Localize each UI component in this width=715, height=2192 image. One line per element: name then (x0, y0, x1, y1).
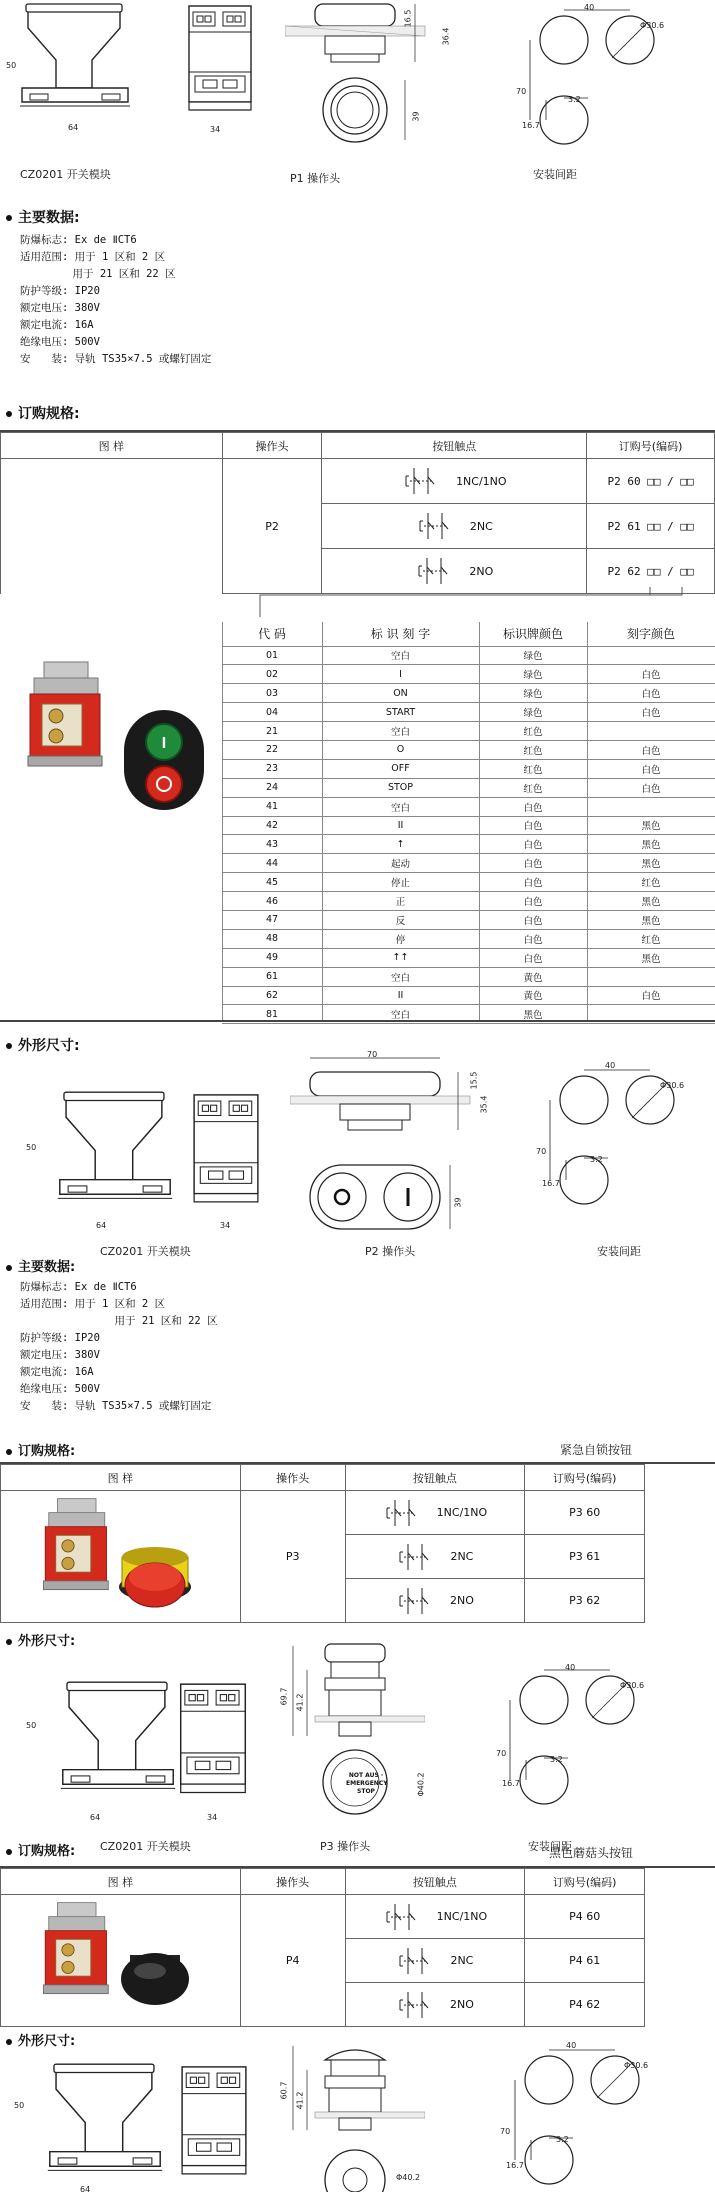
col-order-no: 订购号(编码) (587, 433, 715, 459)
contact-cell (345, 1491, 525, 1535)
dim-70-s3: 70 (496, 1749, 507, 1758)
module-caption-2: CZ0201 开关模块 (100, 1245, 191, 1258)
plate-color-cell: 红色 (479, 740, 587, 759)
plate-color-cell: 白色 (479, 854, 587, 873)
order-no-cell: P2 62 □□ / □□ (587, 549, 715, 594)
code-cell: 41 (222, 797, 322, 816)
dim-40-4: 40 (566, 2041, 577, 2050)
plate-color-cell: 白色 (479, 873, 587, 892)
order-table-p3 (0, 1464, 645, 1623)
contact-label: 2NC (450, 1550, 474, 1563)
contact-cell (345, 1939, 525, 1983)
dim-70-s2: 70 (536, 1147, 547, 1156)
dims-heading-3: 外形尺寸: (6, 1630, 75, 1649)
code-cell: 03 (222, 684, 322, 703)
marking-cell: 空白 (322, 646, 479, 665)
plate-color-cell: 白色 (479, 816, 587, 835)
svg-text:I: I (161, 735, 167, 752)
marking-cell: 空白 (322, 722, 479, 741)
dim-70-2: 70 (367, 1050, 378, 1059)
spec-line: 额定电流: 16A (20, 1366, 94, 1378)
text-color-cell: 白色 (587, 759, 715, 778)
dim-70-1: 70 (516, 87, 527, 96)
stop-text: NOT AUS · EMERGENCY STOP (346, 1772, 388, 1795)
module-caption-3: CZ0201 开关模块 (100, 1840, 191, 1853)
spec-line: 绝缘电压: 500V (20, 1383, 100, 1395)
dim-36-4-1: 36.4 (441, 27, 451, 46)
code-row (222, 986, 715, 1005)
code-cell: 24 (222, 778, 322, 797)
contact-label: 2NC (469, 519, 493, 533)
text-color-cell: 黑色 (587, 854, 715, 873)
col-figure: 图 样 (1, 1465, 241, 1491)
module-front-drawing-2 (50, 1088, 180, 1216)
module-side-drawing-2 (190, 1090, 262, 1218)
col-head: 操作头 (222, 433, 322, 459)
dim-50-2: 50 (26, 1143, 37, 1152)
dim-16-7-4: 16.7 (506, 2161, 524, 2170)
module-side-drawing-4 (178, 2062, 250, 2190)
code-table (222, 622, 715, 1024)
marking-cell: II (322, 816, 479, 835)
dim-40-3: 40 (565, 1663, 576, 1672)
dim-41-2-3: 41.2 (295, 1693, 305, 1712)
plate-color-cell: 黄色 (479, 986, 587, 1005)
text-color-cell: 白色 (587, 740, 715, 759)
marking-cell: 正 (322, 892, 479, 911)
spec-line: 用于 21 区和 22 区 (20, 1315, 218, 1327)
marking-cell: I (322, 665, 479, 684)
spec-line: 防爆标志: Ex de ⅡCT6 (20, 1281, 137, 1293)
code-cell: 43 (222, 835, 322, 854)
code-row (222, 967, 715, 986)
figure-cell-p4 (1, 1895, 241, 2027)
head-caption-3: P3 操作头 (320, 1840, 371, 1853)
order-heading-3: 订购规格: (6, 1840, 75, 1859)
order-no-cell: P2 61 □□ / □□ (587, 504, 715, 549)
marking-cell: STOP (322, 778, 479, 797)
code-row (222, 665, 715, 684)
code-cell: 01 (222, 646, 322, 665)
dim-phi-2: Φ30.6 (660, 1081, 685, 1090)
col-figure: 图 样 (1, 1869, 241, 1895)
marking-cell: 空白 (322, 797, 479, 816)
code-cell: 04 (222, 703, 322, 722)
code-cell: 49 (222, 948, 322, 967)
code-cell: 44 (222, 854, 322, 873)
code-row (222, 948, 715, 967)
dim-16-7-1: 16.7 (522, 121, 540, 130)
code-row (222, 684, 715, 703)
code-row (222, 740, 715, 759)
head-caption-2: P2 操作头 (365, 1245, 416, 1258)
code-cell: 62 (222, 986, 322, 1005)
contact-label: 1NC/1NO (456, 474, 507, 488)
specs-list-2 (20, 1279, 218, 1415)
order-no-cell: P3 62 (525, 1579, 645, 1623)
spec-line: 用于 21 区和 22 区 (20, 268, 176, 280)
dim-3-2-1: 3.2 (568, 95, 581, 104)
col-head: 操作头 (240, 1465, 345, 1491)
marking-cell: ↑↑ (322, 948, 479, 967)
spec-line: 适用范围: 用于 1 区和 2 区 (20, 1298, 166, 1310)
plate-color-cell: 白色 (479, 929, 587, 948)
code-col: 代 码 (222, 622, 322, 646)
marking-cell: 起动 (322, 854, 479, 873)
spec-line: 防护等级: IP20 (20, 285, 100, 297)
dim-50-1: 50 (6, 61, 17, 70)
dim-3-2-4: 3.2 (556, 2135, 569, 2144)
code-cell: 47 (222, 910, 322, 929)
code-row (222, 929, 715, 948)
dim-50-4: 50 (14, 2101, 25, 2110)
text-col: 标 识 刻 字 (322, 622, 479, 646)
order-no-cell: P3 61 (525, 1535, 645, 1579)
plate-color-cell: 绿色 (479, 646, 587, 665)
figure-cell-p3 (1, 1491, 241, 1623)
plate-color-cell: 白色 (479, 797, 587, 816)
plate-color-cell: 绿色 (479, 703, 587, 722)
module-side-drawing-3 (176, 1680, 250, 1808)
marking-cell: O (322, 740, 479, 759)
dim-3-2-3: 3.2 (550, 1755, 563, 1764)
plate-color-cell: 绿色 (479, 665, 587, 684)
contact-cell (322, 504, 587, 549)
code-cell: 02 (222, 665, 322, 684)
code-cell: 46 (222, 892, 322, 911)
text-color-cell: 白色 (587, 665, 715, 684)
marking-cell: START (322, 703, 479, 722)
code-row (222, 797, 715, 816)
order-no-cell: P4 60 (525, 1895, 645, 1939)
dim-64-2: 64 (96, 1221, 107, 1230)
p2-head-drawing (290, 1050, 490, 1243)
plate-color-cell: 红色 (479, 722, 587, 741)
p1-head-drawing (285, 0, 485, 153)
module-front-drawing-4 (40, 2060, 170, 2188)
dim-39-2: 39 (453, 1197, 463, 1208)
contact-label: 2NO (449, 1594, 474, 1607)
spec-line: 适用范围: 用于 1 区和 2 区 (20, 251, 166, 263)
contact-label: 1NC/1NO (436, 1910, 488, 1923)
text-color-cell (587, 797, 715, 816)
product-photo-p4 (30, 1899, 210, 2019)
dim-3-2-2: 3.2 (590, 1155, 603, 1164)
order-heading-1: 订购规格: (6, 403, 80, 423)
code-cell: 48 (222, 929, 322, 948)
dim-40-2: 40 (605, 1061, 616, 1070)
marking-cell: 反 (322, 910, 479, 929)
product-photo-p2 (24, 660, 224, 823)
order-no-cell: P4 62 (525, 1983, 645, 2027)
dim-phi-1: Φ30.6 (640, 21, 665, 30)
specs-heading-1: 主要数据: (6, 207, 80, 227)
order-heading-2: 订购规格: (6, 1440, 75, 1459)
contact-label: 2NC (450, 1954, 474, 1967)
specs-list-1 (20, 232, 211, 368)
dim-phi-40-2-3: Φ40.2 (416, 1772, 426, 1797)
code-bracket (250, 585, 700, 621)
text-color-cell: 黑色 (587, 835, 715, 854)
contact-cell (345, 1983, 525, 2027)
product-photo-p3 (30, 1495, 210, 1615)
contact-label: 1NC/1NO (436, 1506, 488, 1519)
code-row (222, 816, 715, 835)
spec-line: 安 装: 导轨 TS35×7.5 或螺钉固定 (20, 1400, 212, 1412)
text-color-cell: 白色 (587, 986, 715, 1005)
code-row (222, 646, 715, 665)
spec-line: 安 装: 导轨 TS35×7.5 或螺钉固定 (20, 353, 212, 365)
plate-color-cell: 白色 (479, 892, 587, 911)
dims-heading-2: 外形尺寸: (6, 1035, 80, 1055)
code-row (222, 835, 715, 854)
col-order-no: 订购号(编码) (525, 1869, 645, 1895)
module-front-drawing-3 (52, 1678, 184, 1806)
col-order-no: 订购号(编码) (525, 1465, 645, 1491)
code-row (222, 703, 715, 722)
code-row (222, 892, 715, 911)
text-color-cell: 黑色 (587, 892, 715, 911)
text-color-cell: 白色 (587, 703, 715, 722)
code-cell: 42 (222, 816, 322, 835)
spacing-caption-2: 安装间距 (597, 1245, 641, 1258)
head-cell-p2: P2 (222, 459, 322, 594)
text-color-cell: 红色 (587, 929, 715, 948)
dim-34-2: 34 (220, 1221, 231, 1230)
order-no-cell: P4 61 (525, 1939, 645, 1983)
code-cell: 22 (222, 740, 322, 759)
text-color-cell (587, 967, 715, 986)
text-color-cell: 黑色 (587, 910, 715, 929)
contact-label: 2NO (449, 1998, 474, 2011)
dims-heading-4: 外形尺寸: (6, 2030, 75, 2049)
head-caption-1: P1 操作头 (290, 172, 341, 185)
dim-60-7: 60.7 (279, 2081, 289, 2100)
marking-cell: ↑ (322, 835, 479, 854)
dim-69-7: 69.7 (279, 1687, 289, 1706)
plate-color-cell: 红色 (479, 778, 587, 797)
dim-phi-4: Φ30.6 (624, 2061, 649, 2070)
spec-line: 防护等级: IP20 (20, 1332, 100, 1344)
code-row (222, 759, 715, 778)
figure-cell-p2 (1, 459, 223, 594)
contact-cell (322, 459, 587, 504)
col-contact: 按钮触点 (345, 1465, 525, 1491)
code-row (222, 722, 715, 741)
text-color-col: 刻字颜色 (587, 622, 715, 646)
dim-64-3: 64 (90, 1813, 101, 1822)
code-cell: 21 (222, 722, 322, 741)
order-table-p2 (0, 432, 715, 594)
code-row (222, 873, 715, 892)
order-subtitle-3: 黑色蘑菇头按钮 (549, 1846, 634, 1860)
head-cell-p4: P4 (240, 1895, 345, 2027)
code-cell: 61 (222, 967, 322, 986)
dim-35-4-2: 35.4 (479, 1095, 489, 1114)
dim-50-3: 50 (26, 1721, 37, 1730)
code-row (222, 854, 715, 873)
col-contact: 按钮触点 (345, 1869, 525, 1895)
module-side-drawing-1 (185, 2, 255, 125)
text-color-cell (587, 646, 715, 665)
plate-color-cell: 白色 (479, 910, 587, 929)
marking-cell: ON (322, 684, 479, 703)
contact-cell (345, 1535, 525, 1579)
specs-heading-2: 主要数据: (6, 1256, 75, 1275)
dim-64-4: 64 (80, 2185, 91, 2192)
text-color-cell: 黑色 (587, 816, 715, 835)
text-color-cell: 白色 (587, 684, 715, 703)
dim-40-1: 40 (584, 3, 595, 12)
dim-34-3: 34 (207, 1813, 218, 1822)
order-no-cell: P2 60 □□ / □□ (587, 459, 715, 504)
plate-color-cell: 白色 (479, 835, 587, 854)
dim-41-2-4: 41.2 (295, 2091, 305, 2110)
plate-color-col: 标识牌颜色 (479, 622, 587, 646)
spacing-caption-1: 安装间距 (533, 168, 577, 181)
order-no-cell: P3 60 (525, 1491, 645, 1535)
plate-color-cell: 黄色 (479, 967, 587, 986)
spacing-caption-3: 安装间距 (528, 1840, 572, 1853)
code-cell: 45 (222, 873, 322, 892)
text-color-cell: 红色 (587, 873, 715, 892)
plate-color-cell: 白色 (479, 948, 587, 967)
spec-line: 防爆标志: Ex de ⅡCT6 (20, 234, 137, 246)
code-cell: 23 (222, 759, 322, 778)
code-row (222, 910, 715, 929)
marking-cell: 空白 (322, 1005, 479, 1024)
spec-line: 额定电压: 380V (20, 302, 100, 314)
dim-16-5-1: 16.5 (403, 9, 413, 28)
col-contact: 按钮触点 (322, 433, 587, 459)
order-table-p4 (0, 1868, 645, 2027)
dim-70-s4: 70 (500, 2127, 511, 2136)
dim-16-7-3: 16.7 (502, 1779, 520, 1788)
plate-color-cell: 红色 (479, 759, 587, 778)
dim-34-1: 34 (210, 125, 221, 134)
plate-color-cell: 黑色 (479, 1005, 587, 1024)
col-head: 操作头 (240, 1869, 345, 1895)
spec-line: 绝缘电压: 500V (20, 336, 100, 348)
text-color-cell (587, 722, 715, 741)
spec-line: 额定电压: 380V (20, 1349, 100, 1361)
dim-phi-3: Φ30.6 (620, 1681, 645, 1690)
text-color-cell: 白色 (587, 778, 715, 797)
spec-line: 额定电流: 16A (20, 319, 94, 331)
order-subtitle-2: 紧急自锁按钮 (560, 1443, 633, 1457)
dim-phi-40-2-4: Φ40.2 (396, 2173, 421, 2182)
contact-cell (345, 1895, 525, 1939)
contact-label: 2NO (469, 564, 494, 578)
marking-cell: OFF (322, 759, 479, 778)
dim-64-1: 64 (68, 123, 79, 132)
marking-cell: 停 (322, 929, 479, 948)
plate-color-cell: 绿色 (479, 684, 587, 703)
dim-15-5-2: 15.5 (469, 1071, 479, 1090)
code-cell: 81 (222, 1005, 322, 1024)
contact-cell (345, 1579, 525, 1623)
head-cell-p3: P3 (240, 1491, 345, 1623)
marking-cell: 停止 (322, 873, 479, 892)
module-caption-1: CZ0201 开关模块 (20, 168, 111, 181)
marking-cell: 空白 (322, 967, 479, 986)
text-color-cell: 黑色 (587, 948, 715, 967)
module-front-drawing-1 (20, 0, 130, 123)
code-row (222, 778, 715, 797)
dim-16-7-2: 16.7 (542, 1179, 560, 1188)
dim-39-1: 39 (411, 111, 421, 122)
col-figure: 图 样 (1, 433, 223, 459)
marking-cell: II (322, 986, 479, 1005)
